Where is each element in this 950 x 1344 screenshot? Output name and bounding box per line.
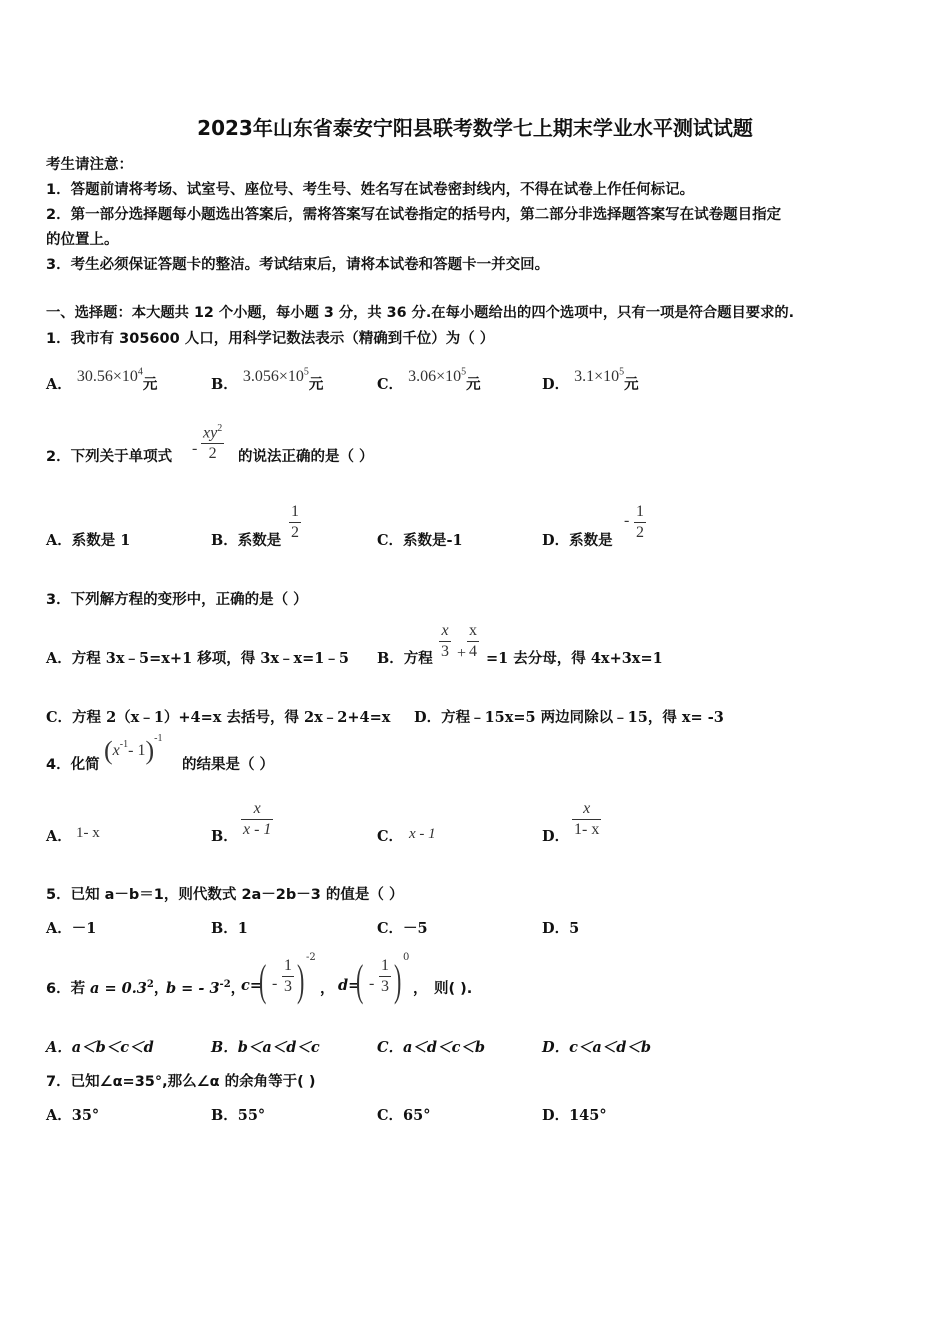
fraction-numerator: x [253, 800, 261, 817]
q5-option-c: C．－5 [377, 920, 428, 937]
q3-option-a: A．方程 3x﹣5=x+1 移项，得 3x﹣x=1﹣5 [46, 650, 349, 667]
notice-item-2: 2．第一部分选择题每小题选出答案后，需将答案写在试卷指定的括号内，第二部分非选择题答案写在试卷题目指定 [46, 207, 782, 223]
fraction-bar [439, 641, 451, 642]
fraction-bar [282, 976, 294, 977]
q2-option-a: A．系数是 1 [46, 532, 131, 549]
fraction-numerator [201, 423, 224, 442]
q7-option-b: B．55° [211, 1107, 266, 1124]
notice-item-3: 3．考生必须保证答题卡的整洁。考试结束后，请将本试卷和答题卡一并交回。 [46, 257, 550, 273]
q1-stem: 1．我市有 305600 人口，用科学记数法表示（精确到千位）为（ ） [46, 331, 495, 347]
q3-option-b-prefix: B．方程 [377, 650, 433, 667]
unit: 元 [142, 376, 158, 393]
q6-c-label: c= [241, 977, 262, 994]
q4-expression [104, 732, 163, 766]
unit: 元 [466, 376, 481, 393]
q7-option-c: C．65° [377, 1107, 431, 1124]
q6-option-c: C．a＜d＜c＜b [377, 1039, 486, 1056]
exponent: 4 [137, 366, 143, 378]
q4-option-b-label: B． [211, 828, 238, 845]
q1-option-c [377, 366, 481, 394]
q4-option-a-label: A． [46, 828, 72, 845]
exponent: 5 [619, 366, 625, 378]
q7-option-a: A．35° [46, 1107, 100, 1124]
fraction-denominator: 4 [469, 643, 477, 660]
a-exponent: 2 [146, 979, 154, 991]
fraction-denominator: 3 [284, 978, 292, 995]
q2-stem-prefix: 2．下列关于单项式 [46, 449, 173, 465]
q4-option-b-fraction [241, 800, 273, 839]
q6-d-right-paren: ) [394, 956, 402, 1005]
fraction-bar [201, 443, 224, 444]
times-ten: ×10 [436, 368, 462, 385]
fraction-bar [379, 976, 391, 977]
q6-a-expr [90, 977, 168, 998]
q3-option-b-plus: + [457, 645, 467, 662]
exponent: 5 [303, 366, 309, 378]
inner-exponent: -1 [119, 738, 129, 750]
times-ten: ×10 [112, 368, 138, 385]
mantissa: 30.56 [76, 368, 113, 385]
q1-a-expr [77, 368, 143, 385]
left-paren: ( [104, 736, 113, 765]
a-value: a = 0.3 [90, 980, 147, 997]
q4-option-d-fraction [572, 800, 601, 839]
q6-c-exponent: -2 [306, 952, 316, 963]
q3-stem: 3．下列解方程的变形中，正确的是（ ） [46, 592, 308, 608]
q6-c-comma: ， [320, 980, 335, 997]
q4-option-c-label: C． [377, 828, 404, 845]
q6-d-fraction [379, 957, 391, 996]
fraction-numerator: 1 [381, 957, 389, 974]
unit: 元 [624, 376, 639, 393]
q3-option-d: D．方程﹣15x=5 两边同除以﹣15，得 x= -3 [414, 709, 724, 726]
option-label: D． [542, 376, 570, 393]
section-heading: 一、选择题：本大题共 12 个小题，每小题 3 分，共 36 分.在每小题给出的四个选项中，只有一项是符合题目要求的. [46, 305, 795, 321]
notice-heading: 考生请注意： [46, 157, 133, 173]
q2-option-d: D．系数是 [542, 532, 613, 549]
q1-b-expr [243, 368, 309, 385]
times-ten: ×10 [594, 368, 620, 385]
fraction-denominator: 2 [208, 445, 217, 463]
exponent: 5 [461, 366, 467, 378]
q4-option-d-label: D． [542, 828, 570, 845]
numerator-exponent: 2 [217, 423, 223, 434]
q6-d-exponent: 0 [403, 952, 410, 963]
q7-option-d: D．145° [542, 1107, 607, 1124]
q3-option-b-fraction-1 [439, 622, 451, 661]
mantissa: 3.056 [242, 368, 279, 385]
fraction-denominator: 3 [381, 978, 389, 995]
fraction-bar [634, 522, 646, 523]
q3-option-c: C．方程 2（x﹣1）+4=x 去括号，得 2x﹣2+4=x [46, 709, 391, 726]
fraction-bar [572, 819, 601, 820]
q2-monomial-fraction [201, 423, 224, 463]
q2-option-d-minus: - [624, 512, 630, 529]
fraction-bar [289, 522, 301, 523]
var-x: x [112, 742, 120, 759]
q1-option-a [46, 366, 158, 394]
mantissa: 3.06 [408, 368, 437, 385]
q5-option-b: B．1 [211, 920, 248, 937]
q6-option-a: A．a＜b＜c＜d [46, 1039, 154, 1056]
minus-one: - 1 [128, 742, 146, 759]
fraction-numerator: x [583, 800, 591, 817]
q2-option-d-fraction [634, 503, 646, 542]
fraction-numerator: 1 [291, 503, 299, 520]
q4-option-c-expr: x - 1 [409, 826, 436, 842]
q6-d-comma: ， [413, 980, 428, 997]
right-paren: ) [145, 736, 155, 765]
fraction-bar [241, 819, 273, 820]
q5-stem: 5．已知 a－b＝1，则代数式 2a－2b－3 的值是（ ） [46, 887, 404, 903]
q6-d-minus: - [369, 975, 375, 992]
comma: ， [153, 980, 169, 997]
q5-option-d: D．5 [542, 920, 580, 937]
fraction-denominator: 1- x [574, 821, 600, 838]
q2-option-b: B．系数是 [211, 532, 282, 549]
comma: ， [230, 980, 246, 997]
q3-option-b-fraction-2 [467, 622, 479, 661]
q2-option-b-fraction [289, 503, 301, 542]
q1-c-expr [408, 368, 466, 385]
q6-d-left-paren: ( [356, 956, 364, 1005]
q2-option-c: C．系数是-1 [377, 532, 463, 549]
fraction-denominator: 3 [441, 643, 449, 660]
q2-minus: - [192, 440, 198, 457]
q1-option-b [211, 366, 324, 394]
b-value: b = - 3 [166, 980, 220, 997]
option-label: A． [46, 376, 72, 393]
fraction-numerator: 1 [636, 503, 644, 520]
q6-option-b: B．b＜a＜d＜c [211, 1039, 320, 1056]
fraction-denominator: x - 1 [243, 821, 272, 838]
numerator-text: xy [203, 424, 218, 442]
outer-exponent: -1 [154, 732, 163, 744]
option-label: B． [211, 376, 238, 393]
fraction-numerator: x [469, 622, 477, 639]
q4-stem-suffix: 的结果是（ ） [182, 757, 275, 773]
fraction-bar [467, 641, 479, 642]
q6-option-d: D．c＜a＜d＜b [542, 1039, 652, 1056]
q6-stem-prefix: 6．若 [46, 981, 86, 997]
b-exponent: -2 [219, 979, 231, 991]
q5-option-a: A．－1 [46, 920, 97, 937]
fraction-numerator: 1 [284, 957, 292, 974]
q3-option-b-suffix: =1 去分母，得 4x+3x=1 [486, 650, 663, 667]
q6-b-expr [166, 977, 245, 998]
mantissa: 3.1 [574, 368, 595, 385]
q6-c-minus: - [272, 975, 278, 992]
option-label: C． [377, 376, 404, 393]
q6-stem-suffix: 则( ). [434, 981, 473, 997]
q2-stem-suffix: 的说法正确的是（ ） [238, 449, 374, 465]
times-ten: ×10 [278, 368, 304, 385]
unit: 元 [308, 376, 324, 393]
fraction-denominator: 2 [291, 524, 299, 541]
q6-d-label: d= [338, 977, 361, 994]
q6-c-right-paren: ) [297, 956, 305, 1005]
q7-stem: 7．已知∠α=35°,那么∠α 的余角等于( ) [46, 1074, 316, 1090]
notice-item-1: 1．答题前请将考场、试室号、座位号、考生号、姓名写在试卷密封线内，不得在试卷上作任何标记。 [46, 182, 695, 198]
fraction-numerator: x [441, 622, 449, 639]
q6-c-fraction [282, 957, 294, 996]
notice-item-2-cont: 的位置上。 [46, 232, 119, 248]
q1-d-expr [574, 368, 624, 385]
q1-option-d [542, 366, 639, 394]
fraction-denominator: 2 [636, 524, 644, 541]
q4-option-a-expr: 1- x [76, 825, 100, 841]
page-title: 2023年山东省泰安宁阳县联考数学七上期末学业水平测试试题 [197, 116, 753, 140]
q4-stem-prefix: 4．化简 [46, 757, 100, 773]
q6-c-left-paren: ( [259, 956, 267, 1005]
